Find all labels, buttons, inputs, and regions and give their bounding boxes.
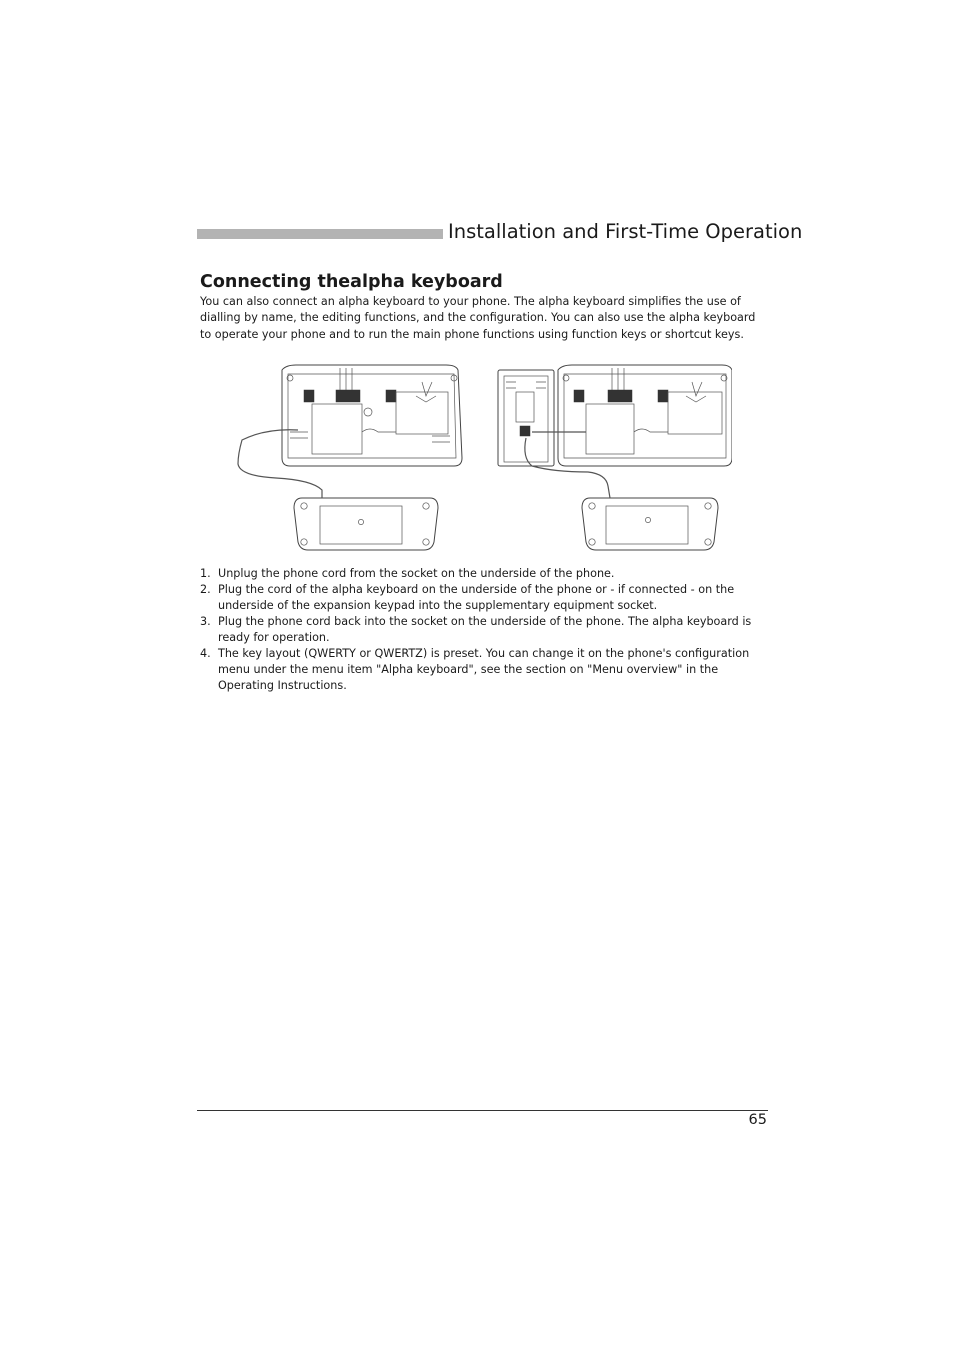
phone-underside-right [558, 365, 732, 466]
connection-diagram [236, 362, 732, 554]
alpha-keyboard-right [582, 498, 718, 550]
footer-rule [197, 1110, 768, 1111]
step-number: 3. [200, 615, 211, 628]
step-text: Plug the cord of the alpha keyboard on the underside of the phone or - if connected - on the underside of the expansion keypad into the supplementary equipment socket. [218, 583, 735, 612]
intro-paragraph: You can also connect an alpha keyboard to your phone. The alpha keyboard simplifies the use of dialling by name, the editing functions, and the configuration. You can also use the alpha keyboard to operate your phone and to run the main phone functions using function keys or shortcut keys. [200, 295, 756, 341]
step-number: 1. [200, 567, 211, 580]
step-text: The key layout (QWERTY or QWERTZ) is preset. You can change it on the phone's configuration menu under the menu item "Alpha keyboard", see the section on "Menu overview" in the Operating Instructions. [218, 647, 750, 692]
header-bar [197, 229, 443, 239]
step-number: 4. [200, 647, 211, 660]
instruction-steps [200, 566, 768, 694]
step-text: Plug the phone cord back into the socket on the underside of the phone. The alpha keyboard is ready for operation. [218, 615, 752, 644]
step-text: Unplug the phone cord from the socket on the underside of the phone. [218, 567, 615, 580]
step-2 [200, 582, 768, 614]
page-number: 65 [748, 1112, 767, 1128]
step-4 [200, 646, 768, 694]
step-3 [200, 614, 768, 646]
step-number: 2. [200, 583, 211, 596]
phone-underside-left [282, 365, 462, 466]
section-title: Connecting thealpha keyboard [200, 272, 503, 292]
alpha-keyboard-left [294, 498, 438, 550]
chapter-title: Installation and First-Time Operation [448, 220, 803, 243]
step-1 [200, 566, 768, 582]
expansion-keypad [498, 370, 554, 466]
